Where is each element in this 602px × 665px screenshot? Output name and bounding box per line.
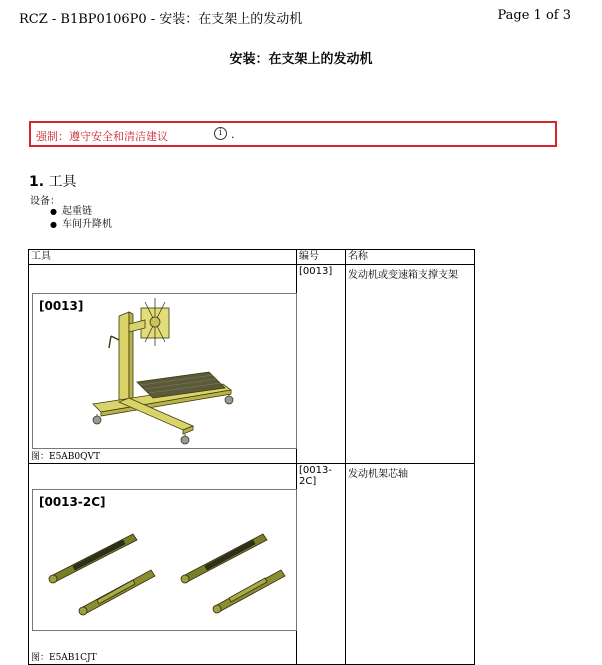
tool-image[interactable]: [32, 489, 297, 631]
table-header-row: [29, 250, 475, 265]
tool-name: 发动机架芯轴: [346, 464, 475, 665]
image-caption: 图：E5AB0QVT: [31, 452, 101, 462]
page-title: 安装：在支架上的发动机: [229, 52, 373, 67]
warning-tail: .: [231, 128, 235, 141]
header-tool: 工具: [29, 250, 297, 265]
info-icon[interactable]: i: [214, 127, 227, 140]
warning-box: [29, 121, 557, 147]
tool-image-cell: [29, 265, 297, 464]
tool-name: 发动机或变速箱支撑支架: [346, 265, 475, 464]
warning-label: 强制：遵守安全和清洁建议: [36, 130, 168, 143]
tools-table: [28, 249, 475, 665]
header-doc-reference: RCZ - B1BP0106P0 - 安装：在支架上的发动机: [19, 12, 303, 27]
section-title: 工具: [48, 174, 77, 190]
engine-stand-illustration: [33, 294, 296, 448]
image-code-label: [0013-2C]: [39, 495, 106, 509]
header-number: 编号: [297, 250, 346, 265]
header-name: 名称: [346, 250, 475, 265]
tool-image[interactable]: [32, 293, 297, 449]
equipment-item: ● 起重链: [50, 205, 112, 218]
equipment-label: 设备：: [30, 196, 60, 207]
tool-number: [0013-2C]: [297, 464, 346, 665]
image-code-label: [0013]: [39, 299, 84, 313]
tool-image-cell: [29, 464, 297, 665]
mandrel-illustration: [33, 490, 296, 630]
table-row: [29, 265, 475, 464]
table-row: [29, 464, 475, 665]
section-number: 1.: [29, 174, 45, 190]
tool-number: [0013]: [297, 265, 346, 464]
equipment-item: ● 车间升降机: [50, 218, 112, 231]
section-heading: [29, 171, 77, 191]
equipment-list: [50, 205, 112, 231]
image-caption: 图：E5AB1CJT: [31, 653, 97, 663]
header-page-number: Page 1 of 3: [497, 8, 571, 23]
